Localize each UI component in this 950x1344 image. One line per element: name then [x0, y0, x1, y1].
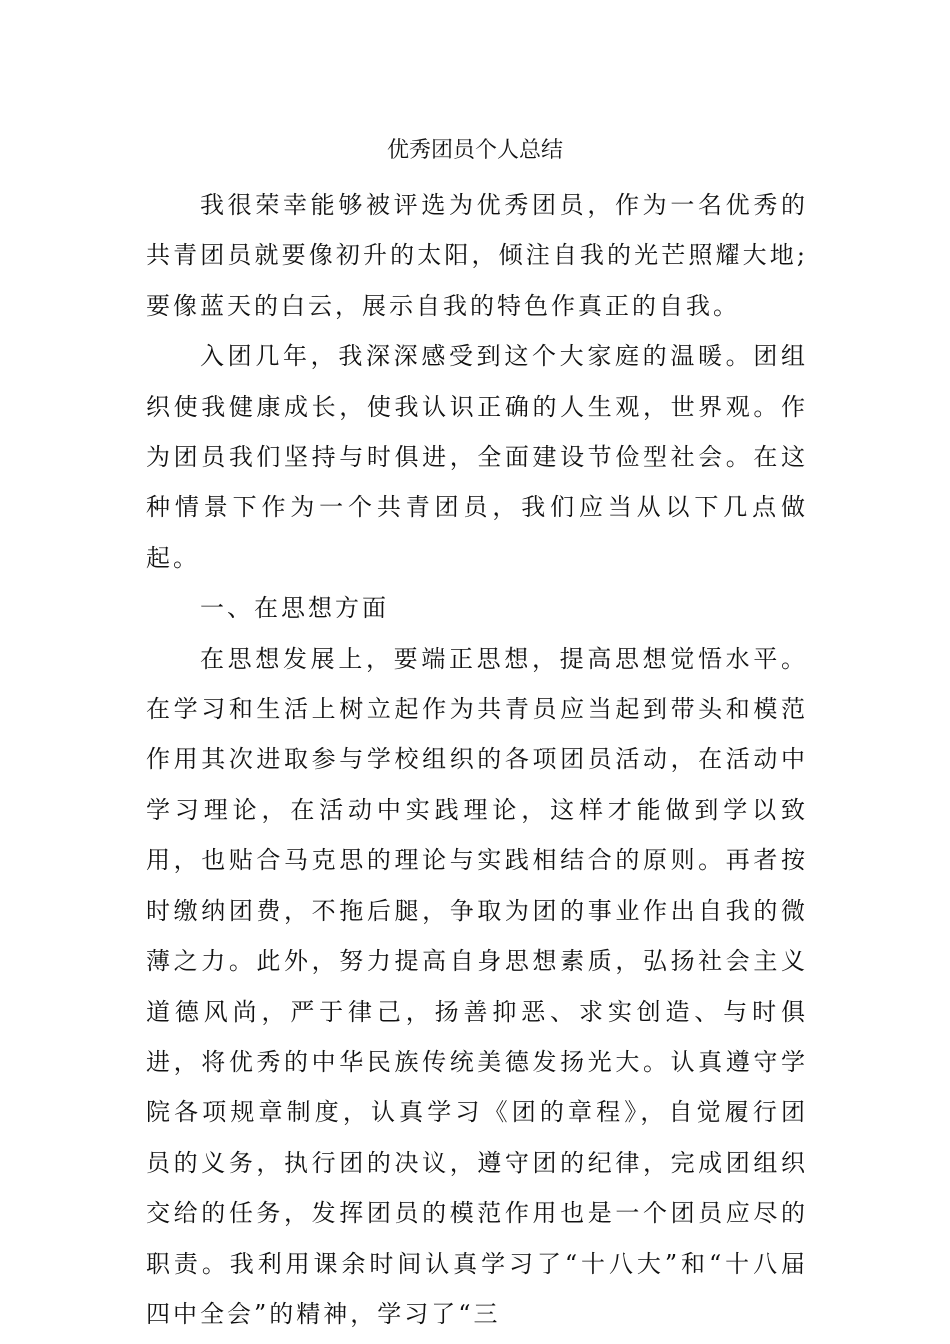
- document-body: [146, 180, 808, 1339]
- paragraph-intro: 我很荣幸能够被评选为优秀团员，作为一名优秀的共青团员就要像初升的太阳，倾注自我的光芒照耀大地;要像蓝天的白云，展示自我的特色作真正的自我。: [146, 191, 808, 320]
- section-heading: 一、在思想方面: [200, 594, 389, 623]
- page-title: 优秀团员个人总结: [386, 138, 563, 163]
- paragraph-joining: 入团几年，我深深感受到这个大家庭的温暖。团组织使我健康成长，使我认识正确的人生观，世界观。作为团员我们坚持与时俱进，全面建设节俭型社会。在这种情景下作为一个共青团员，我们应当从以下几点做起。: [146, 342, 808, 572]
- paragraph-ideology: 在思想发展上，要端正思想，提高思想觉悟水平。在学习和生活上树立起作为共青员应当起到带头和模范作用其次进取参与学校组织的各项团员活动，在活动中学习理论，在活动中实践理论，这样才能做到学以致用，也贴合马克思的理论与实践相结合的原则。再者按时缴纳团费，不拖后腿，争取为团的事业作出自我的微薄之力。此外，努力提高自身思想素质，弘扬社会主义道德风尚，严于律己，扬善抑恶、求实创造、与时俱进，将优秀的中华民族传统美德发扬光大。认真遵守学院各项规章制度，认真学习《团的章程》，自觉履行团员的义务，执行团的决议，遵守团的纪律，完成团组织交给的任务，发挥团员的模范作用也是一个团员应尽的职责。我利用课余时间认真学习了“十八大”和“十八届四中全会”的精神，学习了“三: [146, 644, 808, 1328]
